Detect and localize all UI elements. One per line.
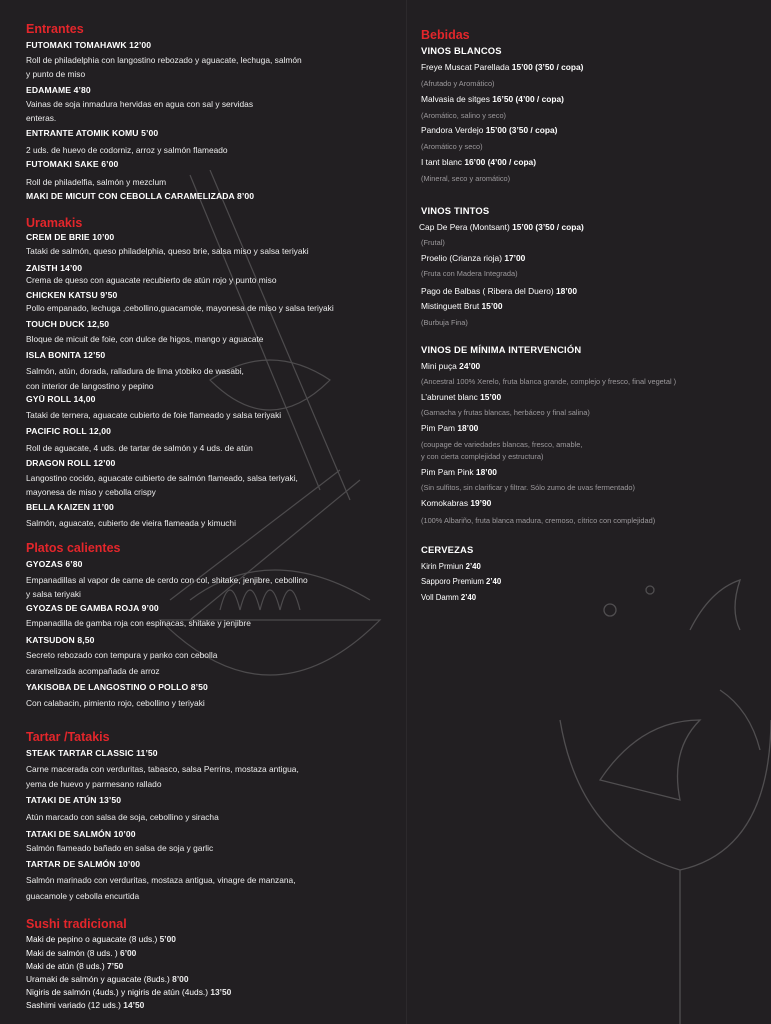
sushi-item-price: 5’00: [159, 934, 176, 944]
section-heading-platos: Platos calientes: [26, 541, 121, 555]
dish-description: Roll de philadelphia con langostino rebozado y aguacate, lechuga, salmón: [26, 55, 302, 65]
wine-note: (Fruta con Madera Integrada): [421, 269, 518, 278]
dish-name: TARTAR DE SALMÓN 10’00: [26, 859, 141, 869]
dish-description: 2 uds. de huevo de codorniz, arroz y salmón flameado: [26, 145, 228, 155]
subheading-cervezas: CERVEZAS: [421, 544, 474, 555]
wine-item: [421, 423, 478, 433]
section-heading-entrantes: Entrantes: [26, 22, 84, 36]
wine-name: L’abrunet blanc: [421, 392, 481, 402]
sushi-item-name: Sashimi variado (12 uds.): [26, 1000, 124, 1010]
wine-item: [421, 498, 491, 508]
wine-note: (Aromático y seco): [421, 142, 483, 151]
wine-note: (100% Albariño, fruta blanca madura, cremoso, cítrico con complejidad): [421, 516, 656, 525]
wine-item: [421, 62, 583, 72]
dish-description: Empanadillas al vapor de carne de cerdo con col, shitake, jenjibre, cebollino: [26, 575, 308, 585]
wine-note: (Ancestral 100% Xerelo, fruta blanca grande, complejo y fresco, final vegetal ): [421, 377, 677, 386]
dish-name: BELLA KAIZEN 11’00: [26, 502, 114, 512]
wine-price: 16’50 (4’00 / copa): [492, 94, 564, 104]
dish-name: GYOZAS DE GAMBA ROJA 9’00: [26, 603, 159, 613]
dish-description: Salmón flameado bañado en salsa de soja y garlic: [26, 843, 214, 853]
dish-description: caramelizada acompañada de arroz: [26, 666, 160, 676]
wine-item: [421, 125, 557, 135]
dish-description: mayonesa de miso y cebolla crispy: [26, 487, 156, 497]
section-heading-tartar: Tartar /Tatakis: [26, 730, 110, 744]
dish-description: Con calabacin, pimiento rojo, cebollino y teriyaki: [26, 698, 205, 708]
wine-price: 18’00: [475, 467, 497, 477]
wine-name: Komokabras: [421, 498, 471, 508]
dish-name: TATAKI DE ATÚN 13’50: [26, 795, 122, 805]
dish-name: GYOZAS 6’80: [26, 559, 83, 569]
beer-name: Kirin Prmiun: [421, 562, 466, 571]
wine-price: 15’00: [480, 392, 502, 402]
wine-price: 19’90: [470, 498, 492, 508]
dish-description: Roll de aguacate, 4 uds. de tartar de salmón y 4 uds. de atún: [26, 443, 253, 453]
sushi-item-name: Nigiris de salmón (4uds.) y nigiris de atún (4uds.): [26, 987, 211, 997]
wine-price: 15’00 (3’50 / copa): [485, 125, 558, 135]
sushi-item-name: Maki de pepino o aguacate (8 uds.): [26, 934, 160, 944]
sushi-item-price: 14’50: [123, 1000, 145, 1010]
dish-description: con interior de langostino y pepino: [26, 381, 154, 391]
dish-name: DRAGON ROLL 12’00: [26, 458, 116, 468]
wine-item: [421, 392, 501, 402]
dish-name: ZAISTH 14’00: [26, 263, 83, 273]
dish-name: ISLA BONITA 12’50: [26, 350, 106, 360]
section-heading-sushi: Sushi tradicional: [26, 917, 127, 931]
dish-name: ENTRANTE ATOMIK KOMU 5’00: [26, 128, 159, 138]
subheading-vinos-tintos: VINOS TINTOS: [421, 205, 490, 216]
dish-name: TATAKI DE SALMÓN 10’00: [26, 829, 136, 839]
dish-description: Roll de philadelfia, salmón y mezclum: [26, 177, 167, 187]
wine-item: [421, 361, 480, 371]
sushi-item-price: 13’50: [210, 987, 232, 997]
dish-description: Crema de queso con aguacate recubierto de atún rojo y punto miso: [26, 275, 277, 285]
section-heading-uramakis: Uramakis: [26, 216, 83, 230]
wine-note: (Sin sulfitos, sin clarificar y filtrar. Sólo zumo de uvas fermentado): [421, 483, 635, 492]
dish-name: CHICKEN KATSU 9’50: [26, 290, 118, 300]
dish-description: yema de huevo y parmesano rallado: [26, 779, 162, 789]
wine-item: [421, 286, 577, 296]
wine-price: 18’00: [457, 423, 479, 433]
dish-description: guacamole y cebolla encurtida: [26, 891, 140, 901]
section-heading-bebidas: Bebidas: [421, 28, 470, 42]
wine-name: I tant blanc: [421, 157, 465, 167]
sushi-item-name: Maki de salmón (8 uds. ): [26, 948, 121, 958]
dish-name: EDAMAME 4’80: [26, 85, 91, 95]
beer-name: Sapporo Premium: [421, 577, 487, 586]
dish-description: Empanadilla de gamba roja con espinacas, shitake y jenjibre: [26, 618, 251, 628]
subheading-vinos-blancos: VINOS BLANCOS: [421, 45, 502, 56]
dish-description: Pollo empanado, lechuga ,cebollino,guacamole, mayonesa de miso y salsa teriyaki: [26, 303, 334, 313]
dish-description: y salsa teriyaki: [26, 589, 81, 599]
wine-item: [421, 157, 536, 167]
wine-note: (Burbuja Fina): [421, 318, 468, 327]
wine-name: Malvasia de sitges: [421, 94, 493, 104]
wine-note: (Mineral, seco y aromático): [421, 174, 511, 183]
wine-item: [421, 94, 564, 104]
wine-name: Freye Muscat Parellada: [421, 62, 512, 72]
wine-note: (Afrutado y Aromático): [421, 79, 495, 88]
dish-name: STEAK TARTAR CLASSIC 11’50: [26, 748, 158, 758]
wine-note: y con cierta complejidad y estructura): [421, 452, 544, 461]
sushi-item-price: 8’00: [172, 974, 189, 984]
dish-name: FUTOMAKI SAKE 6’00: [26, 159, 119, 169]
beer-item: [421, 562, 481, 571]
dish-description: Bloque de micuit de foie, con dulce de higos, mango y aguacate: [26, 334, 264, 344]
dish-name: GYŪ ROLL 14,00: [26, 394, 96, 404]
dish-description: Salmón, aguacate, cubierto de vieira flameada y kimuchi: [26, 518, 236, 528]
wine-price: 24’00: [459, 361, 481, 371]
dish-name: FUTOMAKI TOMAHAWK 12’00: [26, 40, 152, 50]
dish-description: Vainas de soja inmadura hervidas en agua con sal y servidas: [26, 99, 254, 109]
sushi-item-name: Uramaki de salmón y aguacate (8uds.): [26, 974, 173, 984]
wine-name: Cap De Pera (Montsant): [419, 222, 513, 232]
wine-item: [421, 467, 497, 477]
beer-item: [421, 577, 501, 586]
dish-name: YAKISOBA DE LANGOSTINO O POLLO 8’50: [26, 682, 208, 692]
wine-price: 18’00: [556, 286, 577, 296]
wine-price: 15’00 (3’50 / copa): [511, 62, 584, 72]
beer-item: [421, 593, 476, 602]
sushi-item-price: 7’50: [107, 961, 124, 971]
dish-description: Tataki de salmón, queso philadelphia, queso brie, salsa miso y salsa teriyaki: [26, 246, 309, 256]
wine-note: (Aromático, salino y seco): [421, 111, 507, 120]
wine-name: Mini puça: [421, 361, 460, 371]
dish-name: MAKI DE MICUIT CON CEBOLLA CARAMELIZADA 8’00: [26, 191, 255, 201]
dish-description: Secreto rebozado con tempura y panko con cebolla: [26, 650, 218, 660]
wine-note: (Frutal): [421, 238, 445, 247]
wine-item: [421, 253, 525, 263]
beer-price: 2’40: [486, 577, 502, 586]
subheading-minima-intervencion: VINOS DE MÍNIMA INTERVENCIÓN: [421, 344, 582, 355]
beer-price: 2’40: [465, 562, 481, 571]
wine-item: [421, 301, 502, 311]
dish-name: CREM DE BRIE 10’00: [26, 232, 115, 242]
wine-name: Pim Pam Pink: [421, 467, 476, 477]
dish-description: Carne macerada con verduritas, tabasco, salsa Perrins, mostaza antigua,: [26, 764, 299, 774]
dish-name: TOUCH DUCK 12,50: [26, 319, 110, 329]
dish-description: Salmón marinado con verduritas, mostaza antigua, vinagre de manzana,: [26, 875, 296, 885]
wine-name: Proelio (Crianza rioja): [421, 253, 505, 263]
wine-note: (coupage de variedades blancas, fresco, amable,: [421, 440, 583, 449]
dish-description: Tataki de ternera, aguacate cubierto de foie flameado y salsa teriyaki: [26, 410, 282, 420]
dish-description: Atún marcado con salsa de soja, cebollino y siracha: [26, 812, 219, 822]
wine-name: Pago de Balbas ( Ribera del Duero): [421, 286, 557, 296]
wine-name: Pim Pam: [421, 423, 458, 433]
dish-description: Salmón, atún, dorada, ralladura de lima ytobiko de wasabi,: [26, 366, 244, 376]
wine-item: [419, 222, 584, 232]
dish-name: KATSUDON 8,50: [26, 635, 95, 645]
beer-price: 2’40: [460, 593, 477, 602]
wine-price: 15’00: [481, 301, 503, 311]
beer-name: Voll Damm: [421, 593, 461, 602]
dish-description: enteras.: [26, 113, 57, 123]
sushi-item-price: 6’00: [120, 948, 137, 958]
sushi-item-name: Maki de atún (8 uds.): [26, 961, 107, 971]
wine-price: 15’00 (3’50 / copa): [512, 222, 584, 232]
dish-description: Langostino cocido, aguacate cubierto de salmón flameado, salsa teriyaki,: [26, 473, 298, 483]
dish-description: y punto de miso: [26, 69, 86, 79]
dish-name: PACIFIC ROLL 12,00: [26, 426, 112, 436]
wine-price: 17’00: [504, 253, 526, 263]
wine-name: Mistinguett Brut: [421, 301, 482, 311]
wine-name: Pandora Verdejo: [421, 125, 486, 135]
wine-price: 16’00 (4’00 / copa): [464, 157, 537, 167]
wine-note: (Garnacha y frutas blancas, herbáceo y final salina): [421, 408, 590, 417]
